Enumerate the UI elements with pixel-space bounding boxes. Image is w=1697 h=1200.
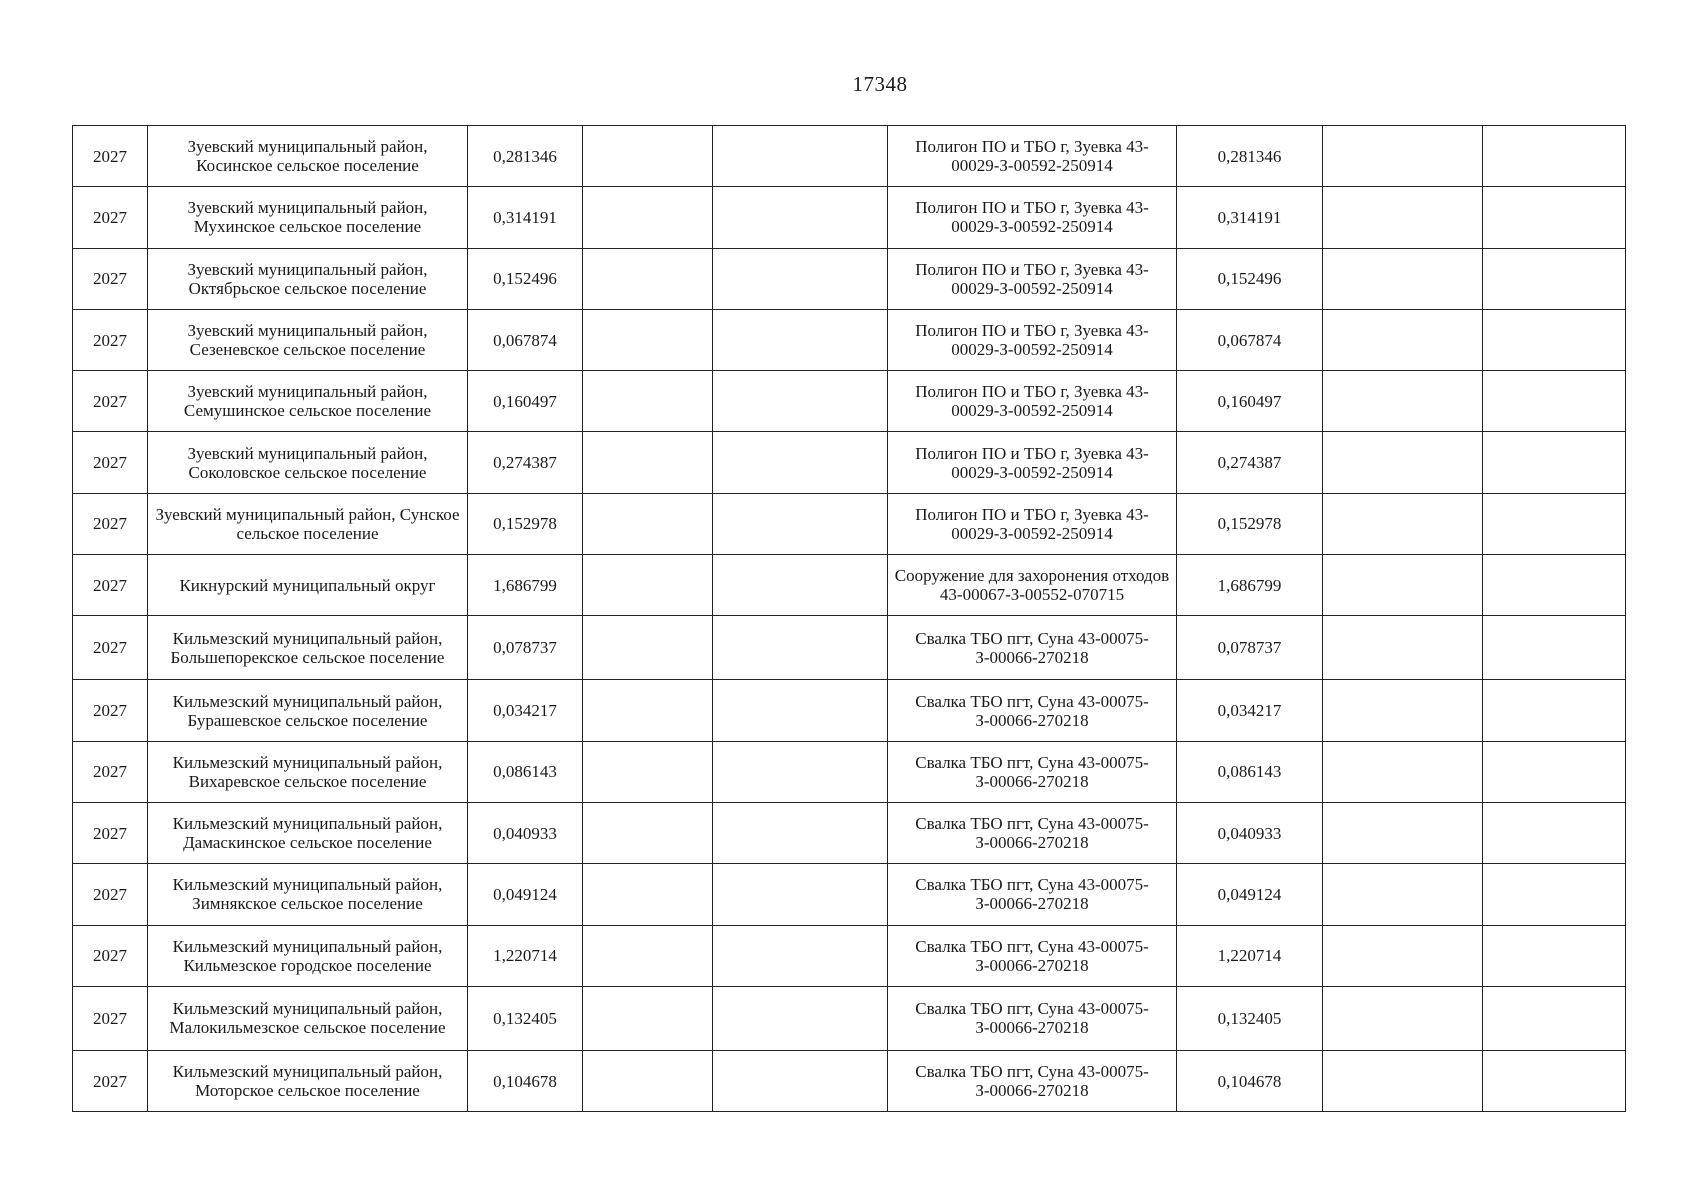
territory-cell: Кильмезский муниципальный район, Большепорекское сельское поселение — [148, 616, 468, 680]
empty-cell — [583, 802, 713, 863]
volume-cell: 0,049124 — [468, 864, 583, 925]
empty-cell — [713, 986, 888, 1050]
territory-cell: Кильмезский муниципальный район, Кильмезское городское поселение — [148, 925, 468, 986]
empty-cell — [713, 371, 888, 432]
table-row — [73, 493, 1626, 554]
empty-cell — [1483, 925, 1626, 986]
table-row — [73, 616, 1626, 680]
volume-cell: 0,078737 — [468, 616, 583, 680]
empty-cell — [583, 187, 713, 248]
facility-cell: Свалка ТБО пгт, Суна 43-00075-З-00066-270218 — [888, 616, 1177, 680]
year-cell: 2027 — [73, 680, 148, 741]
empty-cell — [1323, 371, 1483, 432]
facility-volume-cell: 0,132405 — [1177, 986, 1323, 1050]
facility-cell: Свалка ТБО пгт, Суна 43-00075-З-00066-270218 — [888, 864, 1177, 925]
territory-cell: Зуевский муниципальный район, Сезеневское сельское поселение — [148, 309, 468, 370]
territory-cell: Зуевский муниципальный район, Сунское сельское поселение — [148, 493, 468, 554]
empty-cell — [1483, 493, 1626, 554]
year-cell: 2027 — [73, 493, 148, 554]
empty-cell — [583, 493, 713, 554]
empty-cell — [1323, 555, 1483, 616]
territory-cell: Зуевский муниципальный район, Октябрьское сельское поселение — [148, 248, 468, 309]
empty-cell — [583, 1050, 713, 1111]
table-body — [73, 126, 1626, 1112]
empty-cell — [1483, 741, 1626, 802]
empty-cell — [1323, 248, 1483, 309]
facility-volume-cell: 0,104678 — [1177, 1050, 1323, 1111]
empty-cell — [583, 309, 713, 370]
empty-cell — [583, 371, 713, 432]
territory-cell: Кильмезский муниципальный район, Дамаскинское сельское поселение — [148, 802, 468, 863]
table-row — [73, 555, 1626, 616]
empty-cell — [583, 986, 713, 1050]
table-row — [73, 371, 1626, 432]
empty-cell — [1323, 187, 1483, 248]
facility-cell: Полигон ПО и ТБО г, Зуевка 43-00029-З-00592-250914 — [888, 187, 1177, 248]
territory-cell: Кильмезский муниципальный район, Вихаревское сельское поселение — [148, 741, 468, 802]
table-row — [73, 925, 1626, 986]
facility-cell: Полигон ПО и ТБО г, Зуевка 43-00029-З-00592-250914 — [888, 493, 1177, 554]
facility-cell: Полигон ПО и ТБО г, Зуевка 43-00029-З-00592-250914 — [888, 248, 1177, 309]
year-cell: 2027 — [73, 1050, 148, 1111]
territory-cell: Кильмезский муниципальный район, Зимнякское сельское поселение — [148, 864, 468, 925]
empty-cell — [713, 248, 888, 309]
empty-cell — [1483, 864, 1626, 925]
territory-cell: Зуевский муниципальный район, Соколовское сельское поселение — [148, 432, 468, 493]
facility-cell: Свалка ТБО пгт, Суна 43-00075-З-00066-270218 — [888, 741, 1177, 802]
year-cell: 2027 — [73, 432, 148, 493]
table-row — [73, 741, 1626, 802]
waste-volume-table — [72, 125, 1626, 1112]
empty-cell — [713, 802, 888, 863]
empty-cell — [713, 555, 888, 616]
empty-cell — [583, 741, 713, 802]
year-cell: 2027 — [73, 309, 148, 370]
empty-cell — [713, 493, 888, 554]
volume-cell: 0,086143 — [468, 741, 583, 802]
empty-cell — [1483, 371, 1626, 432]
empty-cell — [1483, 432, 1626, 493]
table-row — [73, 432, 1626, 493]
table-row — [73, 126, 1626, 187]
empty-cell — [1323, 1050, 1483, 1111]
facility-volume-cell: 1,686799 — [1177, 555, 1323, 616]
empty-cell — [713, 1050, 888, 1111]
facility-cell: Свалка ТБО пгт, Суна 43-00075-З-00066-270218 — [888, 925, 1177, 986]
volume-cell: 0,152496 — [468, 248, 583, 309]
empty-cell — [1323, 126, 1483, 187]
territory-cell: Зуевский муниципальный район, Мухинское сельское поселение — [148, 187, 468, 248]
facility-volume-cell: 0,034217 — [1177, 680, 1323, 741]
facility-cell: Свалка ТБО пгт, Суна 43-00075-З-00066-270218 — [888, 680, 1177, 741]
facility-cell: Полигон ПО и ТБО г, Зуевка 43-00029-З-00592-250914 — [888, 371, 1177, 432]
territory-cell: Кильмезский муниципальный район, Малокильмезское сельское поселение — [148, 986, 468, 1050]
year-cell: 2027 — [73, 802, 148, 863]
volume-cell: 0,314191 — [468, 187, 583, 248]
volume-cell: 0,034217 — [468, 680, 583, 741]
volume-cell: 0,104678 — [468, 1050, 583, 1111]
facility-volume-cell: 0,040933 — [1177, 802, 1323, 863]
empty-cell — [713, 741, 888, 802]
empty-cell — [1483, 616, 1626, 680]
empty-cell — [1323, 432, 1483, 493]
year-cell: 2027 — [73, 616, 148, 680]
year-cell: 2027 — [73, 986, 148, 1050]
facility-volume-cell: 0,152496 — [1177, 248, 1323, 309]
facility-volume-cell: 0,067874 — [1177, 309, 1323, 370]
year-cell: 2027 — [73, 371, 148, 432]
empty-cell — [1323, 309, 1483, 370]
empty-cell — [1323, 986, 1483, 1050]
empty-cell — [713, 309, 888, 370]
table-row — [73, 864, 1626, 925]
facility-cell: Полигон ПО и ТБО г, Зуевка 43-00029-З-00592-250914 — [888, 309, 1177, 370]
facility-cell: Полигон ПО и ТБО г, Зуевка 43-00029-З-00592-250914 — [888, 432, 1177, 493]
empty-cell — [713, 187, 888, 248]
year-cell: 2027 — [73, 187, 148, 248]
territory-cell: Кикнурский муниципальный округ — [148, 555, 468, 616]
table-row — [73, 309, 1626, 370]
empty-cell — [713, 680, 888, 741]
facility-volume-cell: 1,220714 — [1177, 925, 1323, 986]
volume-cell: 0,281346 — [468, 126, 583, 187]
empty-cell — [583, 432, 713, 493]
table-row — [73, 802, 1626, 863]
empty-cell — [1323, 741, 1483, 802]
table-row — [73, 248, 1626, 309]
empty-cell — [713, 616, 888, 680]
volume-cell: 0,040933 — [468, 802, 583, 863]
table-row — [73, 680, 1626, 741]
facility-volume-cell: 0,314191 — [1177, 187, 1323, 248]
year-cell: 2027 — [73, 925, 148, 986]
empty-cell — [583, 616, 713, 680]
facility-volume-cell: 0,049124 — [1177, 864, 1323, 925]
facility-volume-cell: 0,281346 — [1177, 126, 1323, 187]
year-cell: 2027 — [73, 555, 148, 616]
volume-cell: 0,067874 — [468, 309, 583, 370]
facility-volume-cell: 0,086143 — [1177, 741, 1323, 802]
empty-cell — [713, 432, 888, 493]
year-cell: 2027 — [73, 126, 148, 187]
table-row — [73, 986, 1626, 1050]
empty-cell — [1483, 802, 1626, 863]
volume-cell: 1,686799 — [468, 555, 583, 616]
empty-cell — [1323, 925, 1483, 986]
territory-cell: Кильмезский муниципальный район, Бурашевское сельское поселение — [148, 680, 468, 741]
volume-cell: 0,160497 — [468, 371, 583, 432]
year-cell: 2027 — [73, 864, 148, 925]
volume-cell: 1,220714 — [468, 925, 583, 986]
empty-cell — [1323, 802, 1483, 863]
empty-cell — [1483, 126, 1626, 187]
empty-cell — [1483, 680, 1626, 741]
table-row — [73, 1050, 1626, 1111]
empty-cell — [583, 680, 713, 741]
facility-volume-cell: 0,078737 — [1177, 616, 1323, 680]
territory-cell: Зуевский муниципальный район, Семушинское сельское поселение — [148, 371, 468, 432]
volume-cell: 0,152978 — [468, 493, 583, 554]
facility-cell: Свалка ТБО пгт, Суна 43-00075-З-00066-270218 — [888, 1050, 1177, 1111]
facility-volume-cell: 0,160497 — [1177, 371, 1323, 432]
empty-cell — [1483, 555, 1626, 616]
empty-cell — [1483, 986, 1626, 1050]
empty-cell — [713, 925, 888, 986]
facility-volume-cell: 0,152978 — [1177, 493, 1323, 554]
table-row — [73, 187, 1626, 248]
year-cell: 2027 — [73, 741, 148, 802]
volume-cell: 0,274387 — [468, 432, 583, 493]
empty-cell — [1483, 1050, 1626, 1111]
territory-cell: Кильмезский муниципальный район, Моторское сельское поселение — [148, 1050, 468, 1111]
facility-volume-cell: 0,274387 — [1177, 432, 1323, 493]
empty-cell — [1323, 493, 1483, 554]
facility-cell: Свалка ТБО пгт, Суна 43-00075-З-00066-270218 — [888, 802, 1177, 863]
empty-cell — [1483, 248, 1626, 309]
empty-cell — [583, 126, 713, 187]
territory-cell: Зуевский муниципальный район, Косинское сельское поселение — [148, 126, 468, 187]
facility-cell: Полигон ПО и ТБО г, Зуевка 43-00029-З-00592-250914 — [888, 126, 1177, 187]
facility-cell: Сооружение для захоронения отходов 43-00067-З-00552-070715 — [888, 555, 1177, 616]
empty-cell — [1483, 309, 1626, 370]
empty-cell — [583, 864, 713, 925]
empty-cell — [583, 925, 713, 986]
empty-cell — [583, 555, 713, 616]
volume-cell: 0,132405 — [468, 986, 583, 1050]
empty-cell — [1323, 616, 1483, 680]
empty-cell — [1483, 187, 1626, 248]
empty-cell — [583, 248, 713, 309]
empty-cell — [1323, 864, 1483, 925]
page-number: 17348 — [852, 72, 908, 96]
empty-cell — [713, 126, 888, 187]
year-cell: 2027 — [73, 248, 148, 309]
empty-cell — [713, 864, 888, 925]
empty-cell — [1323, 680, 1483, 741]
facility-cell: Свалка ТБО пгт, Суна 43-00075-З-00066-270218 — [888, 986, 1177, 1050]
